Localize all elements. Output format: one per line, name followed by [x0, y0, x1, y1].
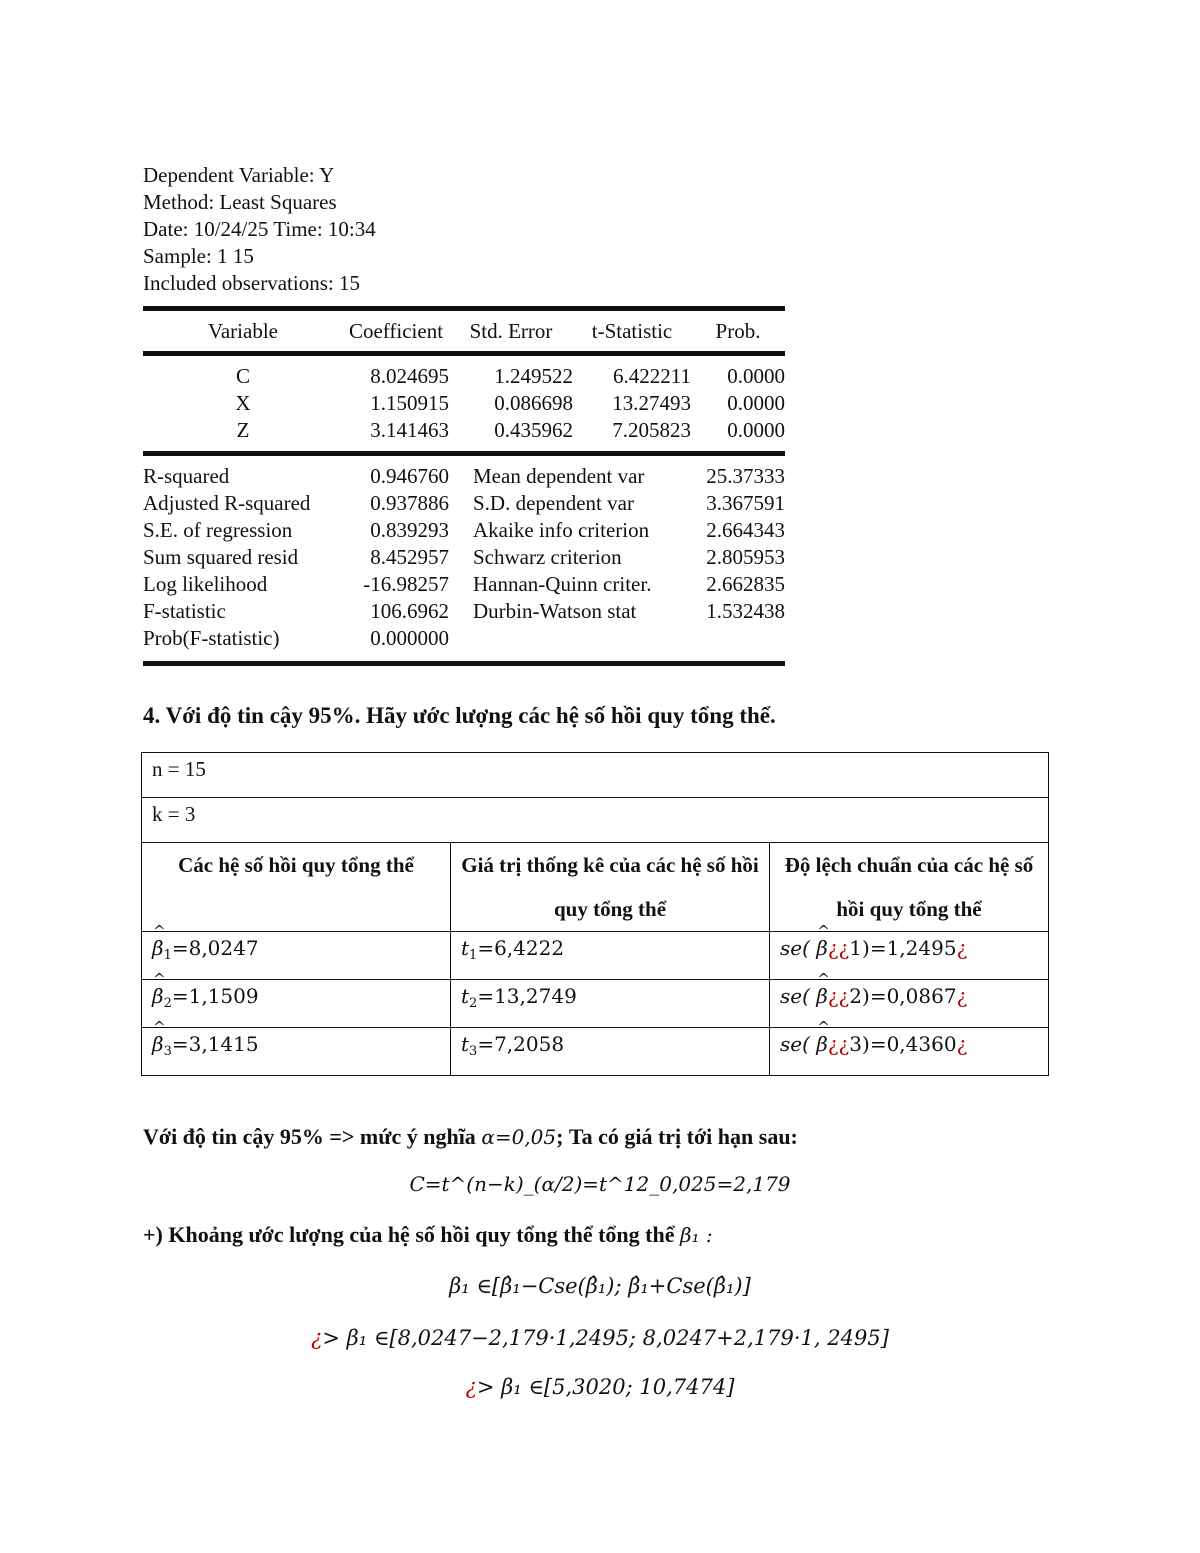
render-artifact: ¿¿ — [827, 984, 850, 1008]
beta-symbol: ^ β — [152, 1032, 164, 1056]
se-prefix: se( — [780, 984, 817, 1008]
cell: C — [235, 364, 250, 388]
stat-value: 0.000000 — [370, 626, 449, 650]
cell: 8.024695 — [370, 364, 449, 388]
coef-value: =3,1415 — [171, 1032, 259, 1056]
header-line: Date: 10/24/25 Time: 10:34 — [143, 217, 376, 241]
stat-value: -16.98257 — [363, 572, 449, 596]
stat-value: 106.6962 — [370, 599, 449, 623]
t-value: =13,2749 — [477, 984, 577, 1008]
stat-label: Sum squared resid — [143, 545, 299, 569]
regression-output — [143, 162, 785, 666]
estimates-table — [141, 752, 1049, 1076]
coef-value: =8,0247 — [171, 936, 259, 960]
stat-label — [449, 625, 691, 652]
stat-label: R-squared — [143, 464, 230, 488]
subscript: 1 — [163, 948, 172, 963]
stat-value: 1.532438 — [706, 599, 785, 623]
stat-label: S.E. of regression — [143, 518, 293, 542]
table-row — [142, 932, 1049, 980]
se-value: =1,2495 — [869, 936, 957, 960]
stat-value: 2.662835 — [706, 572, 785, 596]
t-symbol: t — [461, 1032, 470, 1056]
stats-table — [143, 463, 785, 652]
table-row — [143, 363, 785, 390]
render-artifact: ¿ — [956, 1032, 968, 1056]
subscript: 2 — [163, 996, 172, 1011]
stat-value: 2.664343 — [706, 518, 785, 542]
coef-cell — [142, 932, 451, 980]
beta-symbol: ^ β — [152, 936, 164, 960]
header-line: Included observations: 15 — [143, 271, 360, 295]
cell: 0.086698 — [494, 391, 573, 415]
se-value: =0,4360 — [869, 1032, 957, 1056]
stat-label: Adjusted R-squared — [143, 491, 311, 515]
se-index: 2) — [849, 984, 870, 1008]
t-value: =7,2058 — [477, 1032, 565, 1056]
interval-title — [143, 1222, 713, 1248]
stat-label: F-statistic — [143, 599, 226, 623]
step-text: > β₁ ∈[5,3020; 10,7474] — [476, 1375, 735, 1399]
table-header-row — [142, 843, 1049, 932]
step-text: > β₁ ∈[8,0247−2,179·1,2495; 8,0247+2,179·1, 2495] — [322, 1326, 889, 1350]
beta-symbol: ^ β — [152, 984, 164, 1008]
beta-symbol: ^ β — [816, 1032, 828, 1056]
stat-label: Prob(F-statistic) — [143, 626, 280, 650]
cell: 13.27493 — [612, 391, 691, 415]
stat-label: Hannan-Quinn criter. — [473, 572, 652, 596]
alpha-value: α=0,05 — [481, 1125, 557, 1149]
render-artifact: ¿ — [465, 1375, 477, 1399]
stats-row — [143, 463, 785, 490]
se-index: 1) — [849, 936, 870, 960]
se-prefix: se( — [780, 1032, 817, 1056]
col-header: Độ lệch chuẩn của các hệ số hồi quy tổng thể — [770, 843, 1049, 932]
table-row — [142, 798, 1049, 843]
cell: 0.0000 — [727, 364, 785, 388]
cell: 0.0000 — [727, 391, 785, 415]
col-header: t-Statistic — [591, 319, 673, 343]
se-cell — [770, 932, 1049, 980]
render-artifact: ¿ — [311, 1326, 323, 1350]
n-cell: n = 15 — [142, 753, 1049, 798]
stat-label: Mean dependent var — [473, 464, 645, 488]
se-prefix: se( — [780, 936, 817, 960]
table-row — [142, 1028, 1049, 1076]
col-header: Prob. — [715, 319, 761, 343]
interval-step-2 — [0, 1375, 1200, 1399]
header-line: Method: Least Squares — [143, 190, 337, 214]
cell: 7.205823 — [612, 418, 691, 442]
cell: 3.141463 — [370, 418, 449, 442]
col-header: Coefficient — [348, 319, 444, 343]
k-cell: k = 3 — [142, 798, 1049, 843]
cell: X — [235, 391, 251, 415]
cell: Z — [236, 418, 250, 442]
stats-row — [143, 517, 785, 544]
stats-row — [143, 625, 785, 652]
stats-row — [143, 598, 785, 625]
stat-value: 2.805953 — [706, 545, 785, 569]
col-header: Std. Error — [469, 319, 553, 343]
stat-label: Akaike info criterion — [473, 518, 650, 542]
section-heading: 4. Với độ tin cậy 95%. Hãy ước lượng các hệ số hồi quy tổng thể. — [143, 703, 776, 728]
alpha-line-text: Với độ tin cậy 95% => mức ý nghĩa — [143, 1124, 482, 1149]
t-symbol: t — [461, 936, 470, 960]
render-artifact: ¿ — [956, 936, 968, 960]
divider — [143, 661, 785, 666]
cell: 1.249522 — [494, 364, 573, 388]
t-symbol: t — [461, 984, 470, 1008]
table-row — [143, 390, 785, 417]
cell: 1.150915 — [370, 391, 449, 415]
coef-cell — [142, 1028, 451, 1076]
se-index: 3) — [849, 1032, 870, 1056]
t-cell — [451, 932, 770, 980]
stat-label: Durbin-Watson stat — [473, 599, 637, 623]
render-artifact: ¿¿ — [827, 1032, 850, 1056]
stats-row — [143, 490, 785, 517]
stat-value: 0.937886 — [370, 491, 449, 515]
col-header: Giá trị thống kê của các hệ số hồi quy tổng thể — [451, 843, 770, 932]
header-line: Sample: 1 15 — [143, 244, 254, 268]
header-line: Dependent Variable: Y — [143, 163, 335, 187]
stat-label: S.D. dependent var — [473, 491, 634, 515]
t-cell — [451, 980, 770, 1028]
render-artifact: ¿ — [956, 984, 968, 1008]
stat-label: Schwarz criterion — [473, 545, 622, 569]
interval-step-1 — [0, 1326, 1200, 1350]
regression-header — [143, 162, 785, 297]
cell: 6.422211 — [613, 364, 691, 388]
stat-value: 0.839293 — [370, 518, 449, 542]
render-artifact: ¿¿ — [827, 936, 850, 960]
table-row — [143, 417, 785, 444]
stat-value: 25.37333 — [706, 464, 785, 488]
subscript: 2 — [469, 996, 478, 1011]
interval-formula: β₁ ∈[β̂₁−Cse(β̂₁); β̂₁+Cse(β̂₁)] — [449, 1274, 751, 1298]
stats-row — [143, 571, 785, 598]
t-cell — [451, 1028, 770, 1076]
alpha-line — [143, 1124, 798, 1150]
beta-symbol: ^ β — [816, 936, 828, 960]
stat-label: Log likelihood — [143, 572, 268, 596]
se-cell — [770, 980, 1049, 1028]
stat-value — [691, 625, 785, 652]
coef-table-header — [143, 318, 785, 345]
subscript: 1 — [469, 948, 478, 963]
beta-symbol: ^ β — [816, 984, 828, 1008]
coef-value: =1,1509 — [171, 984, 259, 1008]
table-row — [142, 753, 1049, 798]
critical-value: C=t^(n−k)_(α/2)=t^12_0,025=2,179 — [409, 1172, 791, 1196]
alpha-line-text: ; Ta có giá trị tới hạn sau: — [556, 1124, 798, 1149]
subscript: 3 — [469, 1044, 478, 1059]
stats-row — [143, 544, 785, 571]
col-header: Variable — [208, 319, 278, 343]
coef-cell — [142, 980, 451, 1028]
se-value: =0,0867 — [869, 984, 957, 1008]
interval-title-text: +) Khoảng ước lượng của hệ số hồi quy tổng thể tổng thể — [143, 1222, 680, 1247]
stat-value: 0.946760 — [370, 464, 449, 488]
interval-beta: β₁ : — [679, 1223, 713, 1247]
t-value: =6,4222 — [477, 936, 565, 960]
cell: 0.0000 — [727, 418, 785, 442]
col-header: Các hệ số hồi quy tổng thể — [142, 843, 451, 932]
table-row — [142, 980, 1049, 1028]
stat-value: 3.367591 — [706, 491, 785, 515]
subscript: 3 — [163, 1044, 172, 1059]
cell: 0.435962 — [494, 418, 573, 442]
coef-table-body — [143, 363, 785, 444]
se-cell — [770, 1028, 1049, 1076]
stat-value: 8.452957 — [370, 545, 449, 569]
